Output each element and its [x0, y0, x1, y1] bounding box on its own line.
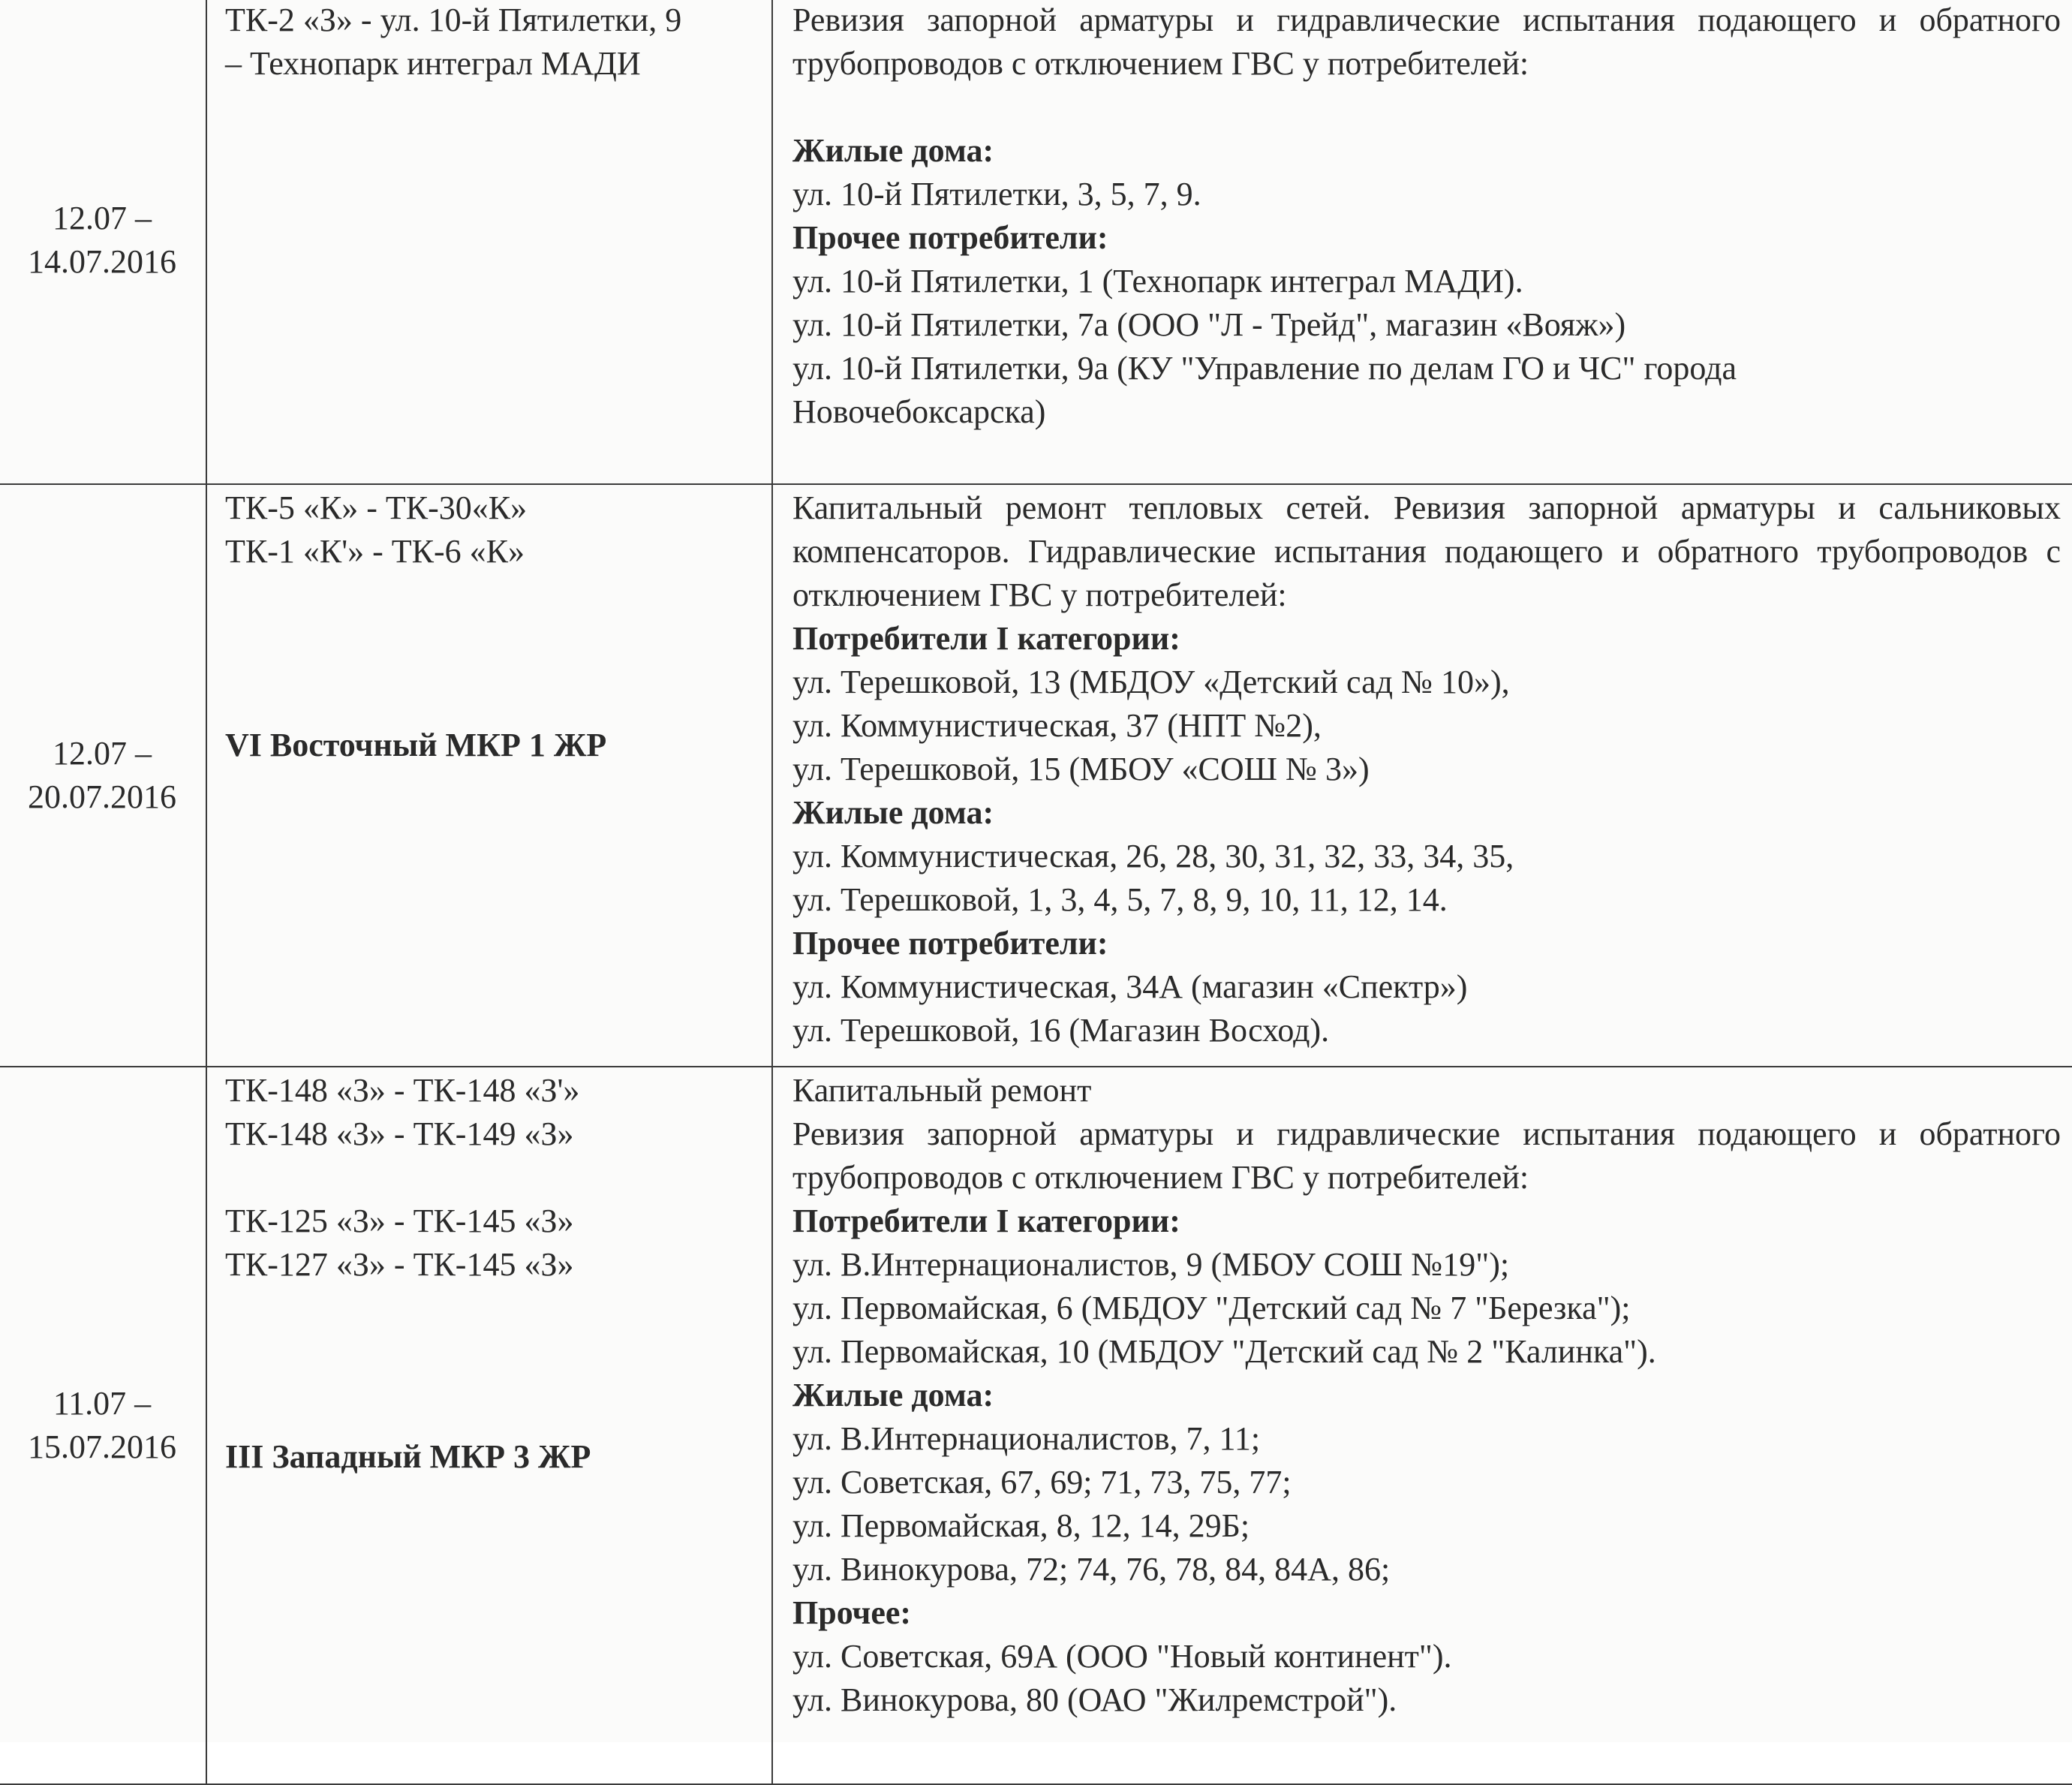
table-row — [0, 484, 2072, 1067]
date-end: 20.07.2016 — [28, 778, 176, 815]
table-row — [0, 0, 2072, 484]
section-line: ТК-5 «К» - ТК-30«К» — [225, 489, 528, 526]
work-intro: Капитальный ремонт тепловых сетей. Ревизия запорной арматуры и сальниковых компенсаторов. Гидравлические испытания подающего и обратного трубопроводов с отключением ГВС у потребителей: — [792, 489, 2061, 613]
consumer-item: ул. Терешковой, 16 (Магазин Восход). — [792, 1012, 1330, 1049]
section-line: – Технопарк интеграл МАДИ — [225, 45, 641, 82]
section-line: ТК-1 «К'» - ТК-6 «К» — [225, 533, 525, 570]
consumer-item: ул. В.Интернационалистов, 9 (МБОУ СОШ №19"); — [792, 1246, 1510, 1283]
group-heading: Жилые дома: — [792, 132, 994, 169]
date-start: 12.07 – — [53, 200, 152, 236]
consumer-item: ул. 10-й Пятилетки, 9а (КУ "Управление по делам ГО и ЧС" города Новочебоксарска) — [792, 350, 1737, 430]
date-start: 11.07 – — [53, 1385, 152, 1422]
date-end: 15.07.2016 — [28, 1428, 176, 1465]
network-section-cell — [206, 1067, 772, 1784]
group-heading: Прочее: — [792, 1594, 912, 1631]
consumer-item: ул. Советская, 69А (ООО "Новый континент"). — [792, 1638, 1452, 1675]
work-intro: Ревизия запорной арматуры и гидравлические испытания подающего и обратного трубопроводов с отключением ГВС у потребителей: — [792, 2, 2061, 82]
consumer-item: ул. Коммунистическая, 26, 28, 30, 31, 32, 33, 34, 35, — [792, 838, 1514, 874]
consumer-item: ул. Винокурова, 72; 74, 76, 78, 84, 84А, 86; — [792, 1551, 1391, 1588]
work-intro: Ревизия запорной арматуры и гидравлические испытания подающего и обратного трубопроводов с отключением ГВС у потребителей: — [792, 1115, 2061, 1196]
district-label: VI Восточный МКР 1 ЖР — [225, 727, 607, 763]
group-heading: Потребители I категории: — [792, 620, 1180, 657]
consumer-item: ул. 10-й Пятилетки, 7а (ООО "Л - Трейд", магазин «Вояж») — [792, 306, 1626, 343]
consumer-item: ул. Терешковой, 1, 3, 4, 5, 7, 8, 9, 10, 11, 12, 14. — [792, 881, 1448, 918]
consumer-item: ул. Первомайская, 8, 12, 14, 29Б; — [792, 1507, 1250, 1544]
network-section-cell — [206, 484, 772, 1067]
work-description-cell — [772, 1067, 2072, 1784]
section-line: ТК-148 «З» - ТК-149 «З» — [225, 1115, 574, 1152]
work-description-cell — [772, 484, 2072, 1067]
table-row — [0, 1067, 2072, 1784]
date-end: 14.07.2016 — [28, 243, 176, 280]
date-start: 12.07 – — [53, 735, 152, 772]
date-cell — [0, 0, 206, 484]
section-line: ТК-127 «З» - ТК-145 «З» — [225, 1246, 574, 1283]
consumer-item: ул. Коммунистическая, 37 (НПТ №2), — [792, 707, 1322, 744]
group-heading: Прочее потребители: — [792, 925, 1108, 962]
consumer-item: ул. Коммунистическая, 34А (магазин «Спектр») — [792, 968, 1468, 1005]
consumer-item: ул. 10-й Пятилетки, 3, 5, 7, 9. — [792, 176, 1201, 212]
consumer-item: ул. Первомайская, 10 (МБДОУ "Детский сад № 2 "Калинка"). — [792, 1333, 1656, 1370]
date-cell — [0, 1067, 206, 1784]
network-section-cell — [206, 0, 772, 484]
consumer-item: ул. В.Интернационалистов, 7, 11; — [792, 1420, 1261, 1457]
work-description-cell — [772, 0, 2072, 484]
section-line: ТК-125 «З» - ТК-145 «З» — [225, 1203, 574, 1239]
group-heading: Потребители I категории: — [792, 1203, 1180, 1239]
group-heading: Жилые дома: — [792, 794, 994, 831]
date-cell — [0, 484, 206, 1067]
section-line: ТК-148 «З» - ТК-148 «З'» — [225, 1072, 580, 1109]
consumer-item: ул. Советская, 67, 69; 71, 73, 75, 77; — [792, 1464, 1292, 1501]
consumer-item: ул. Терешковой, 15 (МБОУ «СОШ № 3») — [792, 751, 1370, 787]
district-label: III Западный МКР 3 ЖР — [225, 1438, 591, 1475]
consumer-item: ул. Первомайская, 6 (МБДОУ "Детский сад № 7 "Березка"); — [792, 1290, 1631, 1326]
group-heading: Прочее потребители: — [792, 219, 1108, 256]
consumer-item: ул. Винокурова, 80 (ОАО "Жилремстрой"). — [792, 1681, 1397, 1718]
consumer-item: ул. Терешковой, 13 (МБДОУ «Детский сад № 10»), — [792, 664, 1510, 700]
consumer-item: ул. 10-й Пятилетки, 1 (Технопарк интеграл МАДИ). — [792, 263, 1523, 300]
work-title: Капитальный ремонт — [792, 1072, 1092, 1109]
section-line: ТК-2 «З» - ул. 10-й Пятилетки, 9 — [225, 2, 682, 38]
group-heading: Жилые дома: — [792, 1377, 994, 1413]
